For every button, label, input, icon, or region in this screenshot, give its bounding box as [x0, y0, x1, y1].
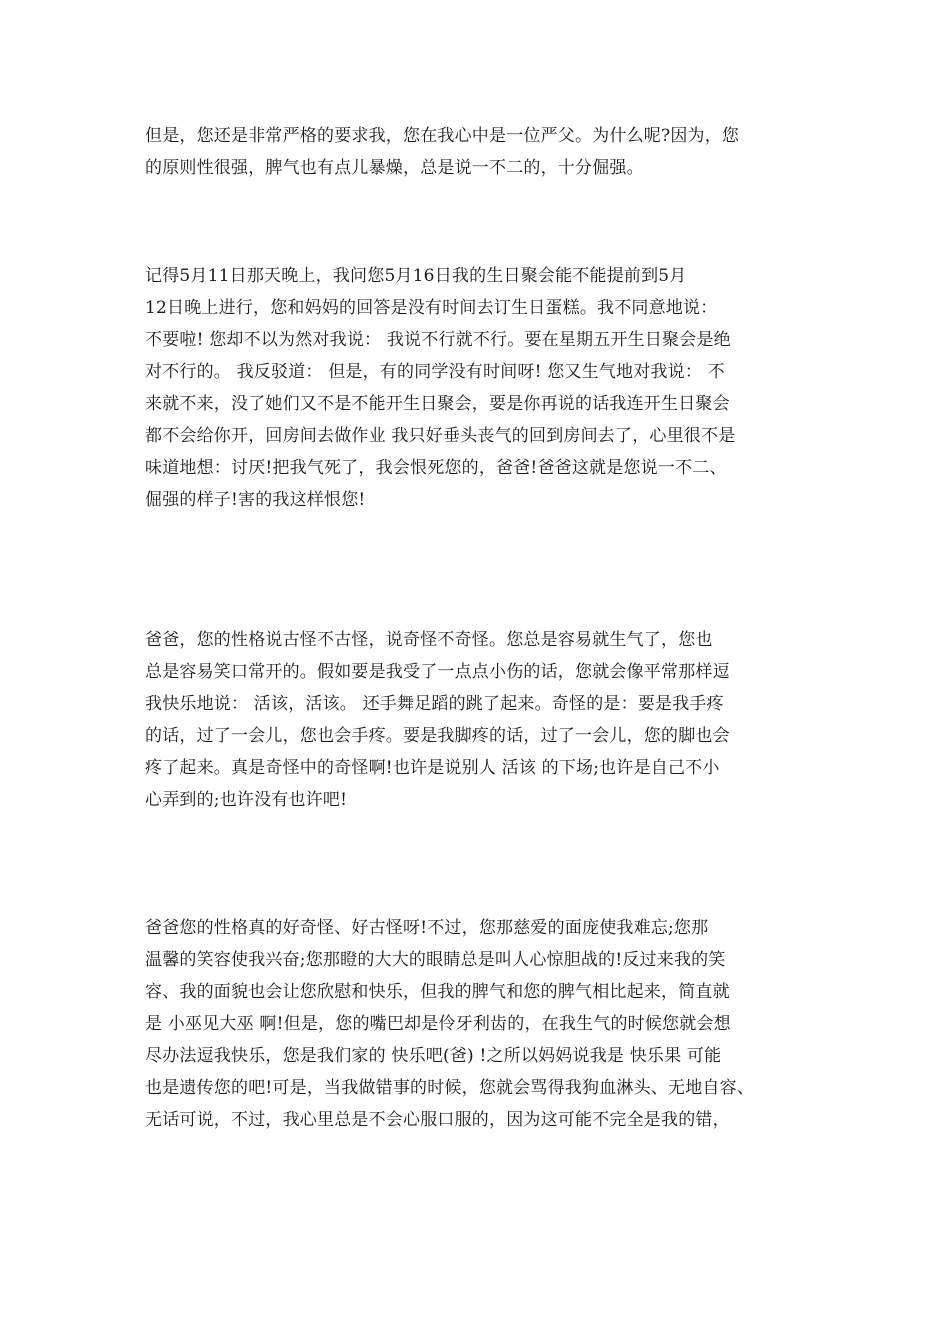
text-line: 倔强的样子!害的我这样恨您!	[145, 490, 366, 510]
text-line: 是 小巫见大巫 啊!但是，您的嘴巴却是伶牙利齿的，在我生气的时候您就会想	[145, 1014, 731, 1034]
text-line: 记得5月11日那天晚上，我问您5月16日我的生日聚会能不能提前到5月	[145, 266, 687, 286]
text-line: 也是遗传您的吧!可是，当我做错事的时候，您就会骂得我狗血淋头、无地自容、	[145, 1078, 755, 1098]
text-line: 对不行的。 我反驳道： 但是，有的同学没有时间呀! 您又生气地对我说： 不	[145, 362, 725, 382]
text-line: 温馨的笑容使我兴奋;您那瞪的大大的眼睛总是叫人心惊胆战的!反过来我的笑	[145, 950, 726, 970]
text-line: 爸爸，您的性格说古怪不古怪，说奇怪不奇怪。您总是容易就生气了，您也	[145, 630, 713, 650]
paragraph-3	[145, 624, 825, 816]
text-line: 我快乐地说： 活该，活该。 还手舞足蹈的跳了起来。奇怪的是：要是我手疼	[145, 694, 724, 714]
text-line: 容、我的面貌也会让您欣慰和快乐，但我的脾气和您的脾气相比起来，简直就	[145, 982, 730, 1002]
text-line: 来就不来，没了她们又不是不能开生日聚会，要是你再说的话我连开生日聚会	[145, 394, 730, 414]
text-line: 不要啦! 您却不以为然对我说： 我说不行就不行。要在星期五开生日聚会是绝	[145, 330, 731, 350]
text-line: 无话可说，不过，我心里总是不会心服口服的，因为这可能不完全是我的错，	[145, 1110, 730, 1130]
paragraph-2	[145, 260, 825, 516]
text-line: 的话，过了一会儿，您也会手疼。要是我脚疼的话，过了一会儿，您的脚也会	[145, 726, 730, 746]
text-line: 味道地想：讨厌!把我气死了，我会恨死您的，爸爸!爸爸这就是您说一不二、	[145, 458, 727, 478]
text-line: 12日晚上进行，您和妈妈的回答是没有时间去订生日蛋糕。我不同意地说：	[145, 298, 718, 318]
text-line: 爸爸您的性格真的好奇怪、好古怪呀!不过，您那慈爱的面庞使我难忘;您那	[145, 918, 709, 938]
text-line: 心弄到的;也许没有也许吧!	[145, 790, 348, 810]
paragraph-1	[145, 120, 825, 184]
text-line: 尽办法逗我快乐，您是我们家的 快乐吧(爸) !之所以妈妈说我是 快乐果 可能	[145, 1046, 722, 1066]
text-line: 总是容易笑口常开的。假如要是我受了一点点小伤的话，您就会像平常那样逗	[145, 662, 730, 682]
text-line: 但是，您还是非常严格的要求我，您在我心中是一位严父。为什么呢?因为，您	[145, 126, 740, 146]
text-line: 的原则性很强，脾气也有点儿暴燥，总是说一不二的，十分倔强。	[145, 158, 644, 178]
text-line: 都不会给你开，回房间去做作业 我只好垂头丧气的回到房间去了，心里很不是	[145, 426, 736, 446]
paragraph-4	[145, 912, 825, 1136]
text-line: 疼了起来。真是奇怪中的奇怪啊!也许是说别人 活该 的下场;也许是自己不小	[145, 758, 720, 778]
